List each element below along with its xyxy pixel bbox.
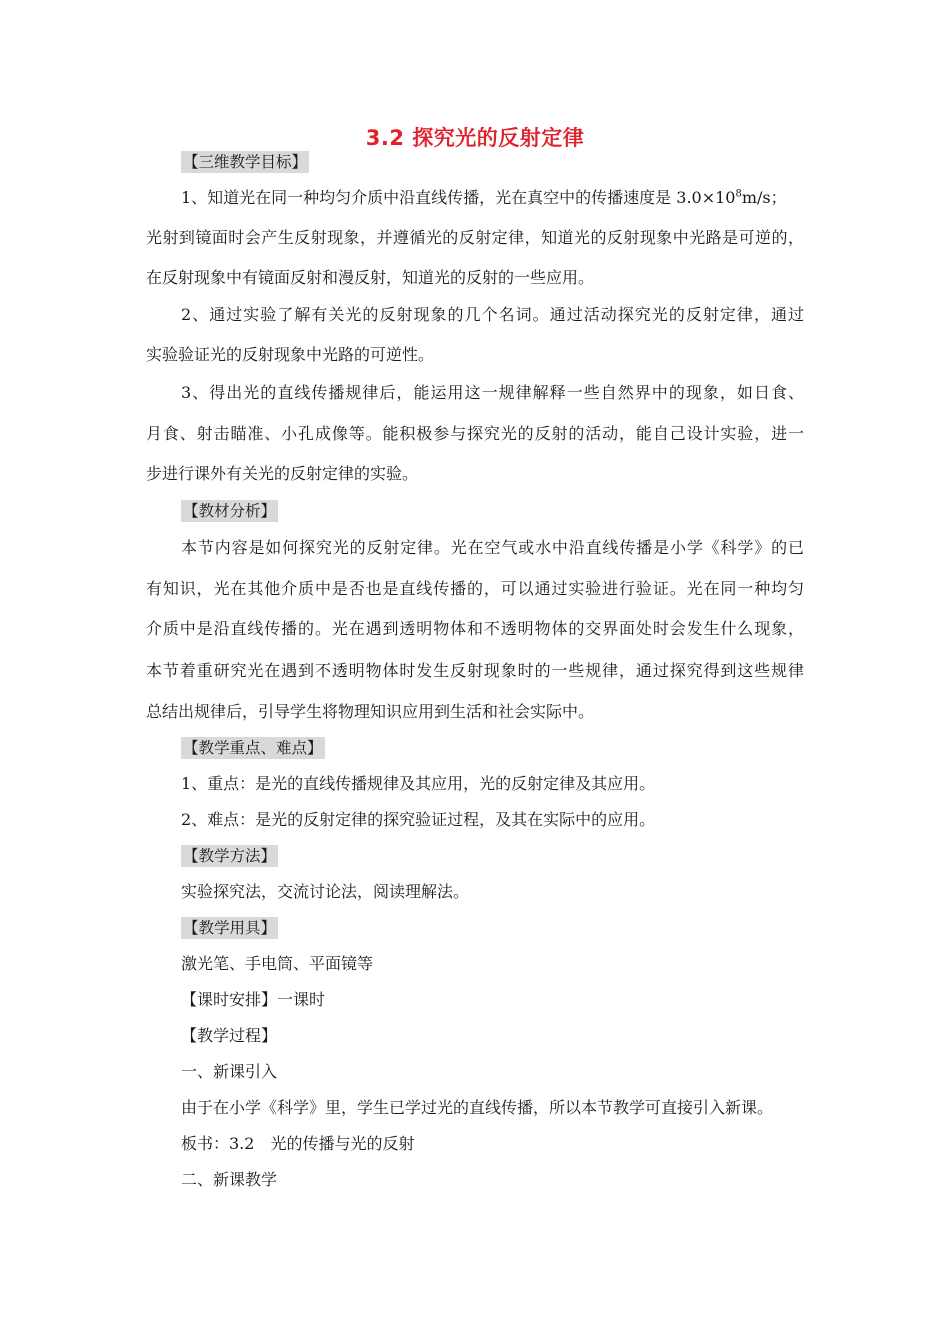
goal1-line1-unit: m/s； bbox=[741, 188, 787, 207]
tools-heading: 【教学用具】 bbox=[183, 919, 277, 937]
goal2-line2: 实验验证光的反射现象中光路的可逆性。 bbox=[146, 345, 435, 364]
page-title: 3.2 探究光的反射定律 bbox=[365, 126, 585, 150]
process-intro: 由于在小学《科学》里，学生已学过光的直线传播，所以本节教学可直接引入新课。 bbox=[181, 1098, 774, 1117]
goal3-line3: 步进行课外有关光的反射定律的实验。 bbox=[146, 464, 419, 483]
analysis-line2: 有知识，光在其他介质中是否也是直线传播的，可以通过实验进行验证。光在同一种均匀 bbox=[146, 579, 804, 598]
goal1-line1-text: 1、知道光在同一种均匀介质中沿直线传播，光在真空中的传播速度是 3.0×10 bbox=[181, 188, 736, 207]
goal1-exponent: 8 bbox=[735, 188, 742, 200]
goal1-line1 bbox=[181, 187, 787, 209]
goal1-line2: 光射到镜面时会产生反射现象，并遵循光的反射定律，知道光的反射现象中光路是可逆的， bbox=[146, 228, 804, 247]
goals-heading: 【三维教学目标】 bbox=[183, 153, 308, 171]
analysis-line1: 本节内容是如何探究光的反射定律。光在空气或水中沿直线传播是小学《科学》的已 bbox=[181, 538, 804, 557]
method-heading: 【教学方法】 bbox=[183, 847, 277, 865]
keypoint-1: 1、重点：是光的直线传播规律及其应用，光的反射定律及其应用。 bbox=[181, 774, 656, 793]
analysis-line4: 本节着重研究光在遇到不透明物体时发生反射现象时的一些规律，通过探究得到这些规律 bbox=[146, 661, 804, 680]
analysis-heading: 【教材分析】 bbox=[183, 502, 277, 520]
method-text: 实验探究法，交流讨论法，阅读理解法。 bbox=[181, 882, 470, 901]
tools-text: 激光笔、手电筒、平面镜等 bbox=[181, 954, 374, 973]
keypoint-2: 2、难点：是光的反射定律的探究验证过程，及其在实际中的应用。 bbox=[181, 810, 656, 829]
keypoints-heading: 【教学重点、难点】 bbox=[183, 739, 323, 757]
analysis-line5: 总结出规律后，引导学生将物理知识应用到生活和社会实际中。 bbox=[146, 702, 595, 721]
process-heading: 【教学过程】 bbox=[181, 1026, 278, 1045]
goal3-line1: 3、得出光的直线传播规律后，能运用这一规律解释一些自然界中的现象，如日食、 bbox=[181, 383, 804, 402]
schedule-text: 【课时安排】一课时 bbox=[181, 990, 326, 1009]
goal2-line1: 2、通过实验了解有关光的反射现象的几个名词。通过活动探究光的反射定律，通过 bbox=[181, 305, 804, 324]
process-board: 板书：3.2 光的传播与光的反射 bbox=[181, 1134, 415, 1153]
process-step-2: 二、新课教学 bbox=[181, 1170, 278, 1189]
goal3-line2: 月食、射击瞄准、小孔成像等。能积极参与探究光的反射的活动，能自己设计实验，进一 bbox=[146, 424, 804, 443]
goal1-line3: 在反射现象中有镜面反射和漫反射，知道光的反射的一些应用。 bbox=[146, 268, 595, 287]
analysis-line3: 介质中是沿直线传播的。光在遇到透明物体和不透明物体的交界面处时会发生什么现象， bbox=[146, 619, 804, 638]
process-step-1: 一、新课引入 bbox=[181, 1062, 278, 1081]
